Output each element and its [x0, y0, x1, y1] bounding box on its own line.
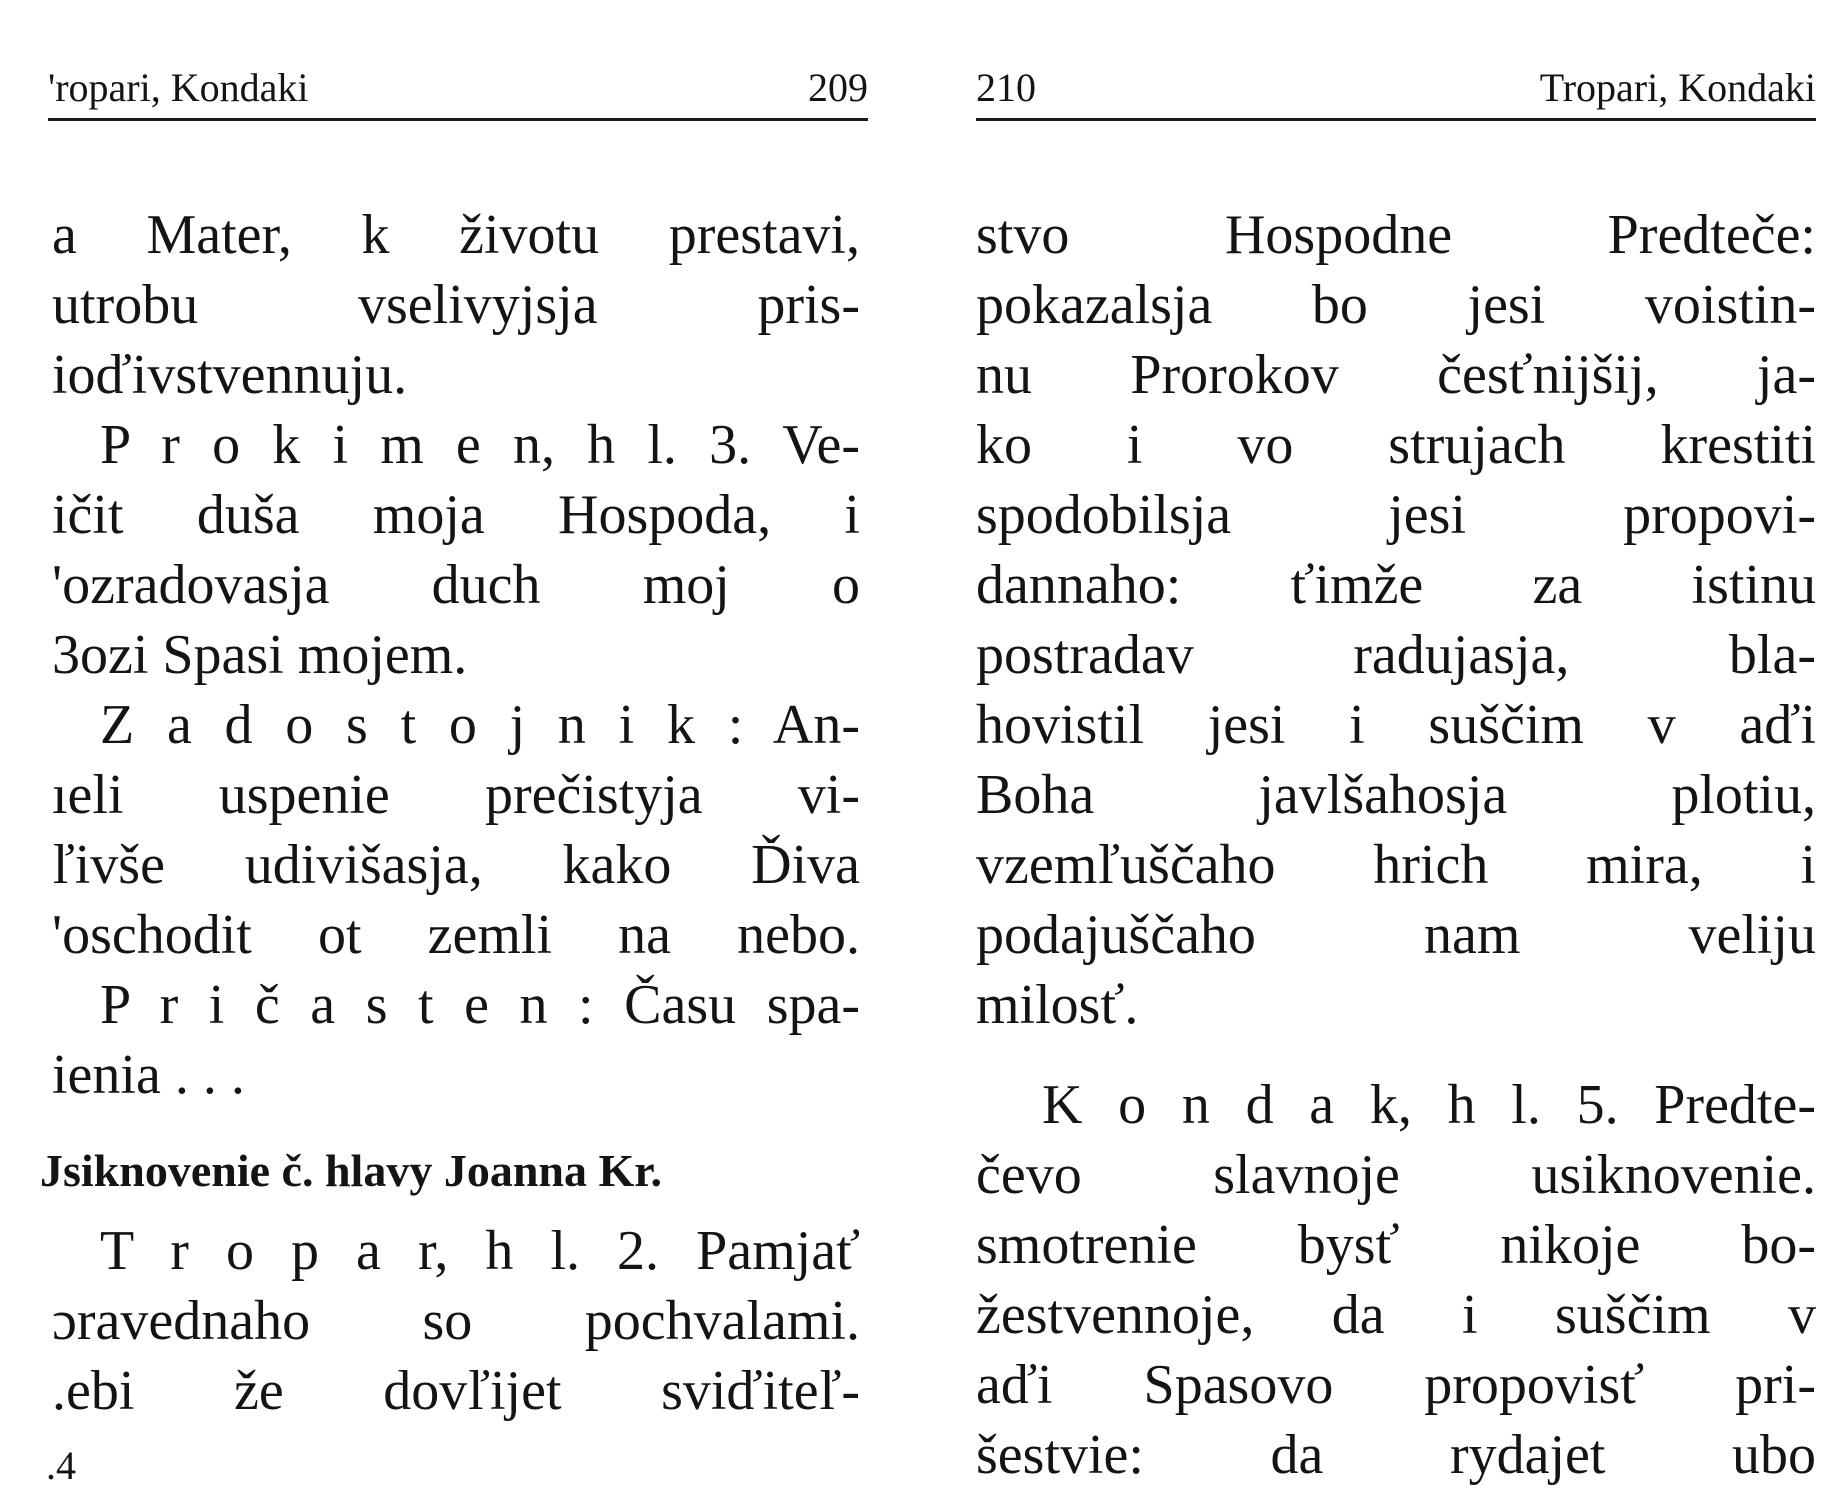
- text-line: 'oschodit ot zemli na nebo.: [52, 904, 860, 966]
- text-line: postradav radujasja, bla-: [976, 624, 1816, 686]
- left-page-number: 209: [808, 65, 868, 110]
- kondak-line: K o n d a k, h l. 5. Predte-: [1042, 1074, 1816, 1136]
- text-line: smotrenie bysť nikoje bo-: [976, 1214, 1816, 1276]
- text-line: hovistil jesi i suščim v aďi: [976, 694, 1816, 756]
- right-page-number: 210: [976, 65, 1036, 110]
- text-line: milosť.: [976, 974, 1139, 1036]
- left-page: [0, 0, 900, 1500]
- right-page: [976, 0, 1816, 1500]
- signature-mark: .4: [46, 1443, 76, 1488]
- text-line: ľivše udivišasja, kako Ďiva: [52, 834, 860, 896]
- right-running-title: Tropari, Kondaki: [1539, 65, 1816, 110]
- text-line: ko i vo strujach krestiti: [976, 414, 1816, 476]
- text-line: žestvennoje, da i suščim v: [976, 1284, 1816, 1346]
- section-heading: Jsiknovenie č. hlavy Joanna Kr.: [40, 1145, 662, 1196]
- text-line: ičit duša moja Hospoda, i: [52, 484, 860, 546]
- left-running-head: [48, 58, 868, 121]
- right-running-head: [976, 58, 1816, 121]
- left-running-title: 'ropari, Kondaki: [48, 65, 309, 110]
- text-line: stvo Hospodne Predteče:: [976, 204, 1816, 266]
- pricasten-line: P r i č a s t e n : Času spa-: [100, 974, 860, 1036]
- tropar-line: T r o p a r, h l. 2. Pamjať: [100, 1220, 860, 1282]
- text-line: ɔravednaho so pochvalami.: [52, 1290, 860, 1352]
- text-line: nu Prorokov česťnijšij, ja-: [976, 344, 1816, 406]
- text-line: spodobilsja jesi propovi-: [976, 484, 1816, 546]
- text-line: dannaho: ťimže za istinu: [976, 554, 1816, 616]
- zadostojnik-line: Z a d o s t o j n i k : An-: [100, 694, 860, 756]
- text-line: aďi Spasovo propovisť pri-: [976, 1354, 1816, 1416]
- right-body-text: [976, 200, 1816, 1490]
- text-line: podajuščaho nam veliju: [976, 904, 1816, 966]
- text-line: Boha javlšahosja plotiu,: [976, 764, 1816, 826]
- text-line: 3ozi Spasi mojem.: [52, 624, 468, 686]
- text-line: pokazalsja bo jesi voistin-: [976, 274, 1816, 336]
- text-line: šestvie: da rydajet ubo: [976, 1424, 1816, 1486]
- text-line: 'ozradovasja duch moj o: [52, 554, 860, 616]
- left-body-text: [0, 200, 860, 1496]
- text-line: utrobu vselivyjsja pris-: [52, 274, 860, 336]
- text-line: ıeli uspenie prečistyja vi-: [52, 764, 860, 826]
- text-line: a Mater, k životu prestavi,: [52, 204, 860, 266]
- text-line: ioďivstvennuju.: [52, 344, 408, 406]
- prokimen-line: P r o k i m e n, h l. 3. Ve-: [100, 414, 860, 476]
- text-line: vzemľuščaho hrich mira, i: [976, 834, 1816, 896]
- text-line: ienia . . .: [52, 1044, 245, 1106]
- text-line: .ebi že dovľijet sviďiteľ-: [52, 1360, 860, 1422]
- text-line: čevo slavnoje usiknovenie.: [976, 1144, 1816, 1206]
